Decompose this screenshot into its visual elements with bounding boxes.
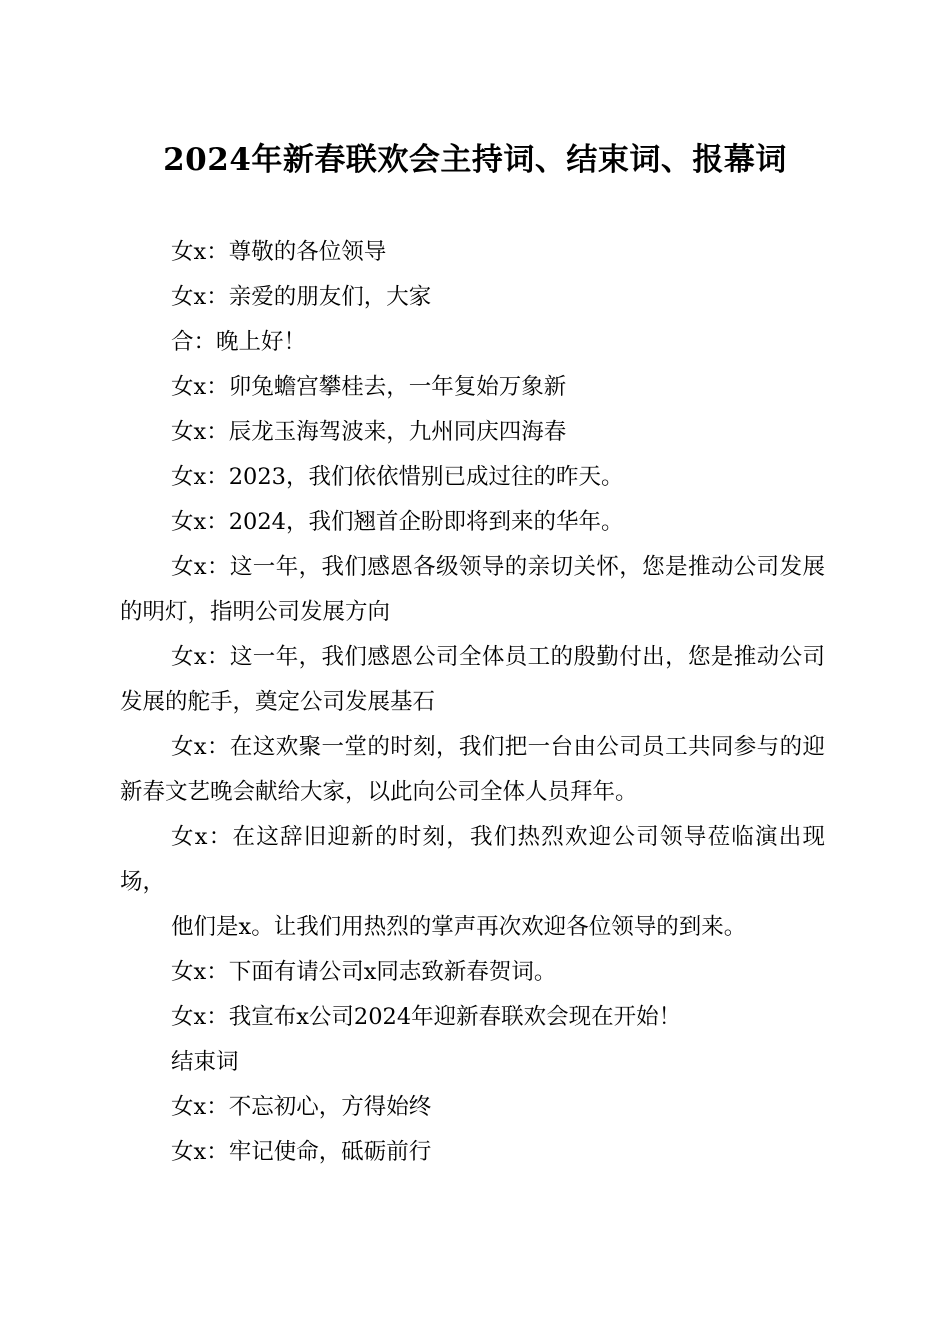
paragraph: 女x：在这辞旧迎新的时刻，我们热烈欢迎公司领导莅临演出现场， [120, 824, 825, 895]
section-heading: 结束词 [171, 1049, 239, 1075]
paragraph: 合：晚上好！ [171, 329, 307, 355]
paragraph: 女x：这一年，我们感恩公司全体员工的殷勤付出，您是推动公司发展的舵手，奠定公司发展基石 [120, 644, 825, 715]
paragraph: 女x：尊敬的各位领导 [171, 239, 387, 265]
paragraph: 女x：在这欢聚一堂的时刻，我们把一台由公司员工共同参与的迎新春文艺晚会献给大家，以此向公司全体人员拜年。 [120, 734, 825, 805]
paragraph: 女x：2023，我们依依惜别已成过往的昨天。 [171, 464, 624, 490]
paragraph: 他们是x。让我们用热烈的掌声再次欢迎各位领导的到来。 [171, 914, 747, 940]
paragraph: 女x：不忘初心，方得始终 [171, 1094, 432, 1120]
paragraph: 女x：我宣布x公司2024年迎新春联欢会现在开始！ [171, 1004, 682, 1030]
document-body [120, 230, 825, 1175]
document-title: 2024年新春联欢会主持词、结束词、报幕词 [163, 142, 787, 178]
paragraph: 女x：下面有请公司x同志致新春贺词。 [171, 959, 557, 985]
paragraph: 女x：辰龙玉海驾波来，九州同庆四海春 [171, 419, 567, 445]
paragraph: 女x：牢记使命，砥砺前行 [171, 1139, 432, 1165]
paragraph: 女x：2024，我们翘首企盼即将到来的华年。 [171, 509, 624, 535]
paragraph: 女x：这一年，我们感恩各级领导的亲切关怀，您是推动公司发展的明灯，指明公司发展方向 [120, 554, 825, 625]
paragraph: 女x：卯兔蟾宫攀桂去，一年复始万象新 [171, 374, 567, 400]
paragraph: 女x：亲爱的朋友们，大家 [171, 284, 432, 310]
